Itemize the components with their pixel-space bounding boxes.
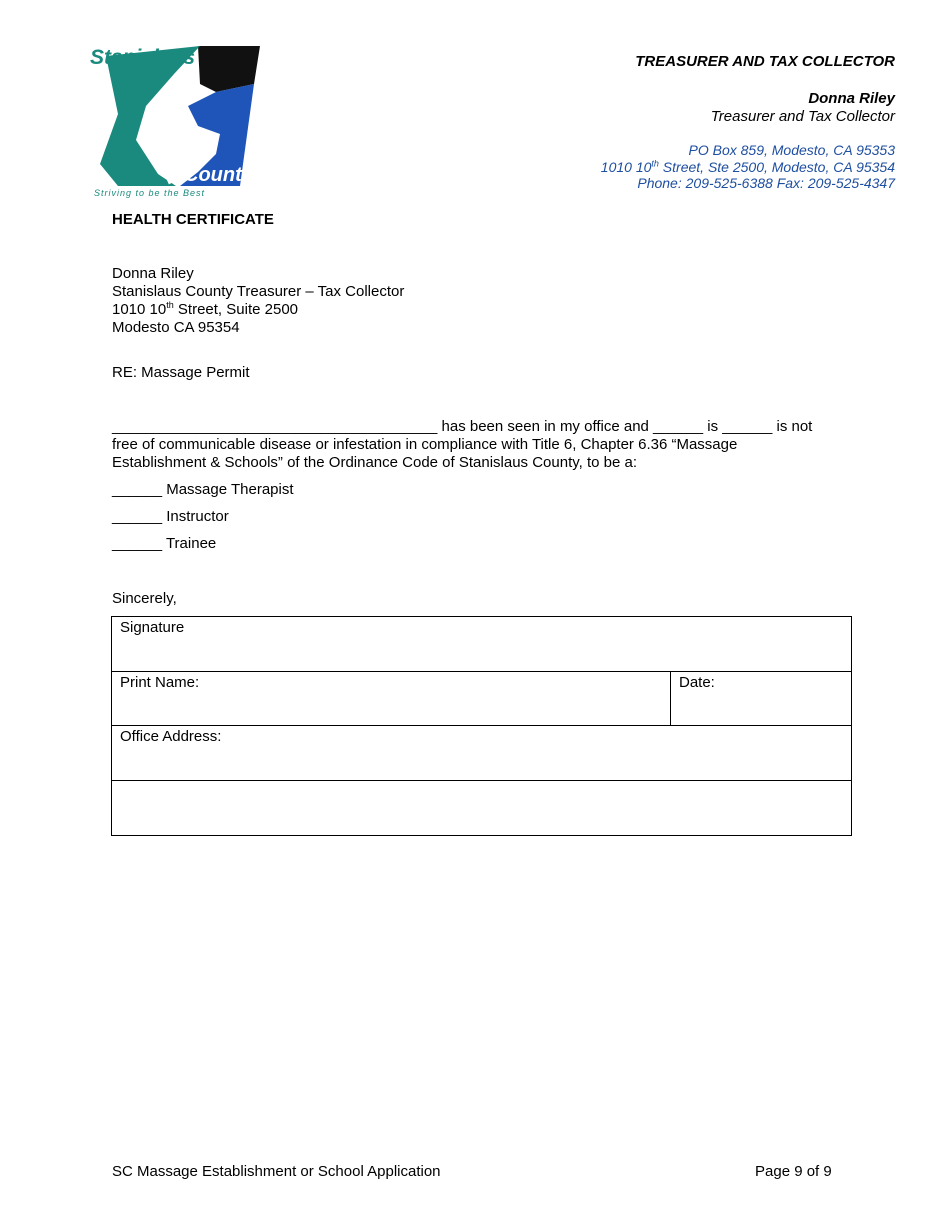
logo-name-top: Stanislaus	[90, 46, 196, 69]
address-line-4: Modesto CA 95354	[112, 319, 240, 336]
option-trainee[interactable]: ______ Trainee	[112, 535, 217, 552]
signature-label: Signature	[120, 619, 185, 636]
logo-name-bottom: County	[184, 164, 253, 186]
statement-line-3: Establishment & Schools” of the Ordinance Code of Stanislaus County, to be a:	[112, 454, 638, 471]
header-street	[601, 159, 895, 176]
address-line-3-pre: 1010 10	[112, 301, 167, 318]
header-street-pre: 1010 10	[600, 159, 652, 175]
address-line-3-post: Street, Suite 2500	[173, 301, 298, 318]
stanislaus-county-logo	[88, 44, 262, 200]
footer-page-number: Page 9 of 9	[755, 1163, 832, 1180]
print-name-label: Print Name:	[120, 674, 200, 691]
logo-tagline: Striving to be the Best	[94, 188, 206, 198]
re-line: RE: Massage Permit	[112, 364, 250, 381]
statement-line-2: free of communicable disease or infestation in compliance with Title 6, Chapter 6.36 “Massage	[112, 436, 738, 453]
header-title: Treasurer and Tax Collector	[710, 108, 895, 125]
header-street-post: Street, Ste 2500, Modesto, CA 95354	[658, 159, 895, 175]
address-line-2: Stanislaus County Treasurer – Tax Collector	[112, 283, 405, 300]
date-field[interactable]	[670, 671, 852, 726]
header-street-sup: th	[651, 158, 659, 169]
statement-line-1[interactable]: _______________________________________ has been seen in my office and ______ is ______ is not	[112, 418, 813, 435]
header-office: TREASURER AND TAX COLLECTOR	[635, 53, 895, 70]
office-address-field[interactable]	[111, 725, 852, 781]
option-massage-therapist[interactable]: ______ Massage Therapist	[112, 481, 294, 498]
closing: Sincerely,	[112, 590, 177, 607]
document-title: HEALTH CERTIFICATE	[112, 211, 274, 228]
address-line-3-sup: th	[166, 300, 174, 310]
address-line-1: Donna Riley	[112, 265, 194, 282]
signature-field[interactable]	[111, 616, 852, 672]
header-phone-fax: Phone: 209-525-6388 Fax: 209-525-4347	[637, 175, 895, 191]
date-label: Date:	[679, 674, 715, 691]
office-address-label: Office Address:	[120, 728, 222, 745]
header-name: Donna Riley	[808, 90, 895, 107]
option-instructor[interactable]: ______ Instructor	[112, 508, 229, 525]
footer-document-name: SC Massage Establishment or School Application	[112, 1163, 441, 1180]
header-po-box: PO Box 859, Modesto, CA 95353	[688, 142, 895, 158]
print-name-field[interactable]	[111, 671, 671, 726]
office-address-continuation-field[interactable]	[111, 780, 852, 836]
signature-table	[111, 616, 852, 836]
address-line-3	[112, 301, 298, 319]
